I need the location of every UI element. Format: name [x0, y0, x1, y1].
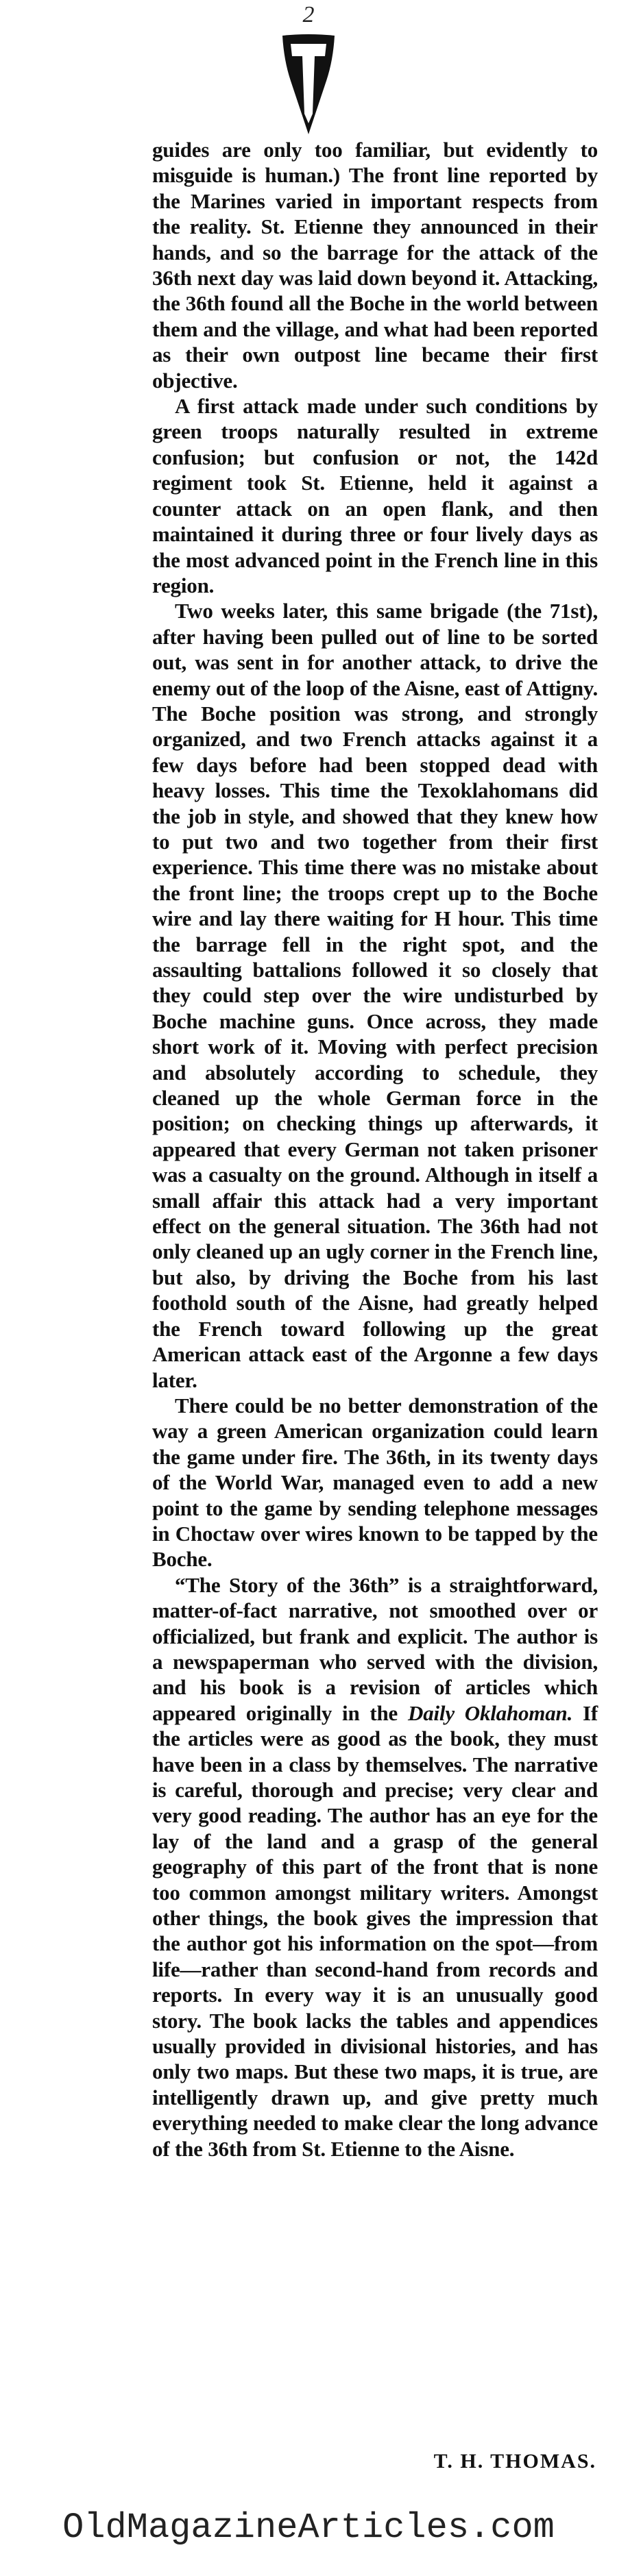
article-paragraph-2: A first attack made under such conditions by green troops naturally resulted in extreme confusion; but confusion or not, the 142d regiment took St. Etienne, held it against a counter attack on an open flank, and then maintained it during three or four lively days as the most advanced point in the French line in this region.: [152, 394, 598, 597]
arrowhead-t-insignia-icon: [281, 33, 336, 136]
paragraph-5-text-end: If the articles were as good as the book, they must have been in a class by themselves. The narrative is careful, thorough and precise; very clear and very good reading. The author has an eye for the lay of the land and a grasp of the general geography of this part of the front that is none too common amongst military writers. Amongst other things, the book gives the impression that the author got his information on the spot—from life—rather than second-hand from records and reports. In every way it is an unusually good story. The book lacks the tables and appendices usually provided in divisional histories, and has only two maps. But these two maps, it is true, are intelligently drawn up, and give pretty much everything needed to make clear the long advance of the 36th from St. Etienne to the Aisne.: [152, 1700, 598, 2161]
article-body: [152, 137, 598, 2162]
paragraph-5-text-start: “The Story of the 36th” is a straightforward, matter-of-fact narrative, not smoothed over or officialized, but frank and explicit. The author is a newspaperman who served with the division, and his book is a revision of articles which appeared originally in the: [152, 1572, 598, 1725]
author-byline: T. H. THOMAS.: [433, 2450, 596, 2473]
article-paragraph-3: Two weeks later, this same brigade (the 71st), after having been pulled out of line to be sorted out, was sent in for another attack, to drive the enemy out of the loop of the Aisne, east of Attigny. The Boche position was strong, and strongly organized, and two French attacks against it a few days before had been stopped dead with heavy losses. This time the Texoklahomans did the job in style, and showed that they knew how to put two and two together from their first experience. This time there was no mistake about the front line; the troops crept up to the Boche wire and lay there waiting for H hour. This time the barrage fell in the right spot, and the assaulting battalions followed it so closely that they could step over the wire undisturbed by Boche machine guns. Once across, they made short work of it. Moving with perfect precision and absolutely according to schedule, they cleaned up the whole German force in the position; on checking things up afterwards, it appeared that every German not taken prisoner was a casualty on the ground. Although in itself a small affair this attack had a very important effect on the general situation. The 36th had not only cleaned up an ugly corner in the French line, but also, by driving the Boche from his last foothold south of the Aisne, had greatly helped the French toward following up the great American attack east of the Argonne a few days later.: [152, 599, 598, 1392]
site-footer[interactable]: OldMagazineArticles.com: [62, 2507, 555, 2548]
article-paragraph-1: guides are only too familiar, but evidently to misguide is human.) The front line reported by the Marines varied in important respects from the reality. St. Etienne they announced in their hands, and so the barrage for the attack of the 36th next day was laid down beyond it. Attacking, the 36th found all the Boche in the world between them and the village, and what had been reported as their own outpost line became their first objective.: [152, 138, 598, 393]
newspaper-title: Daily Oklahoman.: [408, 1700, 573, 1725]
article-paragraph-5: [152, 1572, 598, 2162]
page-number: 2: [302, 2, 315, 27]
article-paragraph-4: There could be no better demonstration of the way a green American organization could learn the game under fire. The 36th, in its twenty days of the World War, managed even to add a new point to the game by sending telephone messages in Choctaw over wires known to be tapped by the Boche.: [152, 1393, 598, 1572]
